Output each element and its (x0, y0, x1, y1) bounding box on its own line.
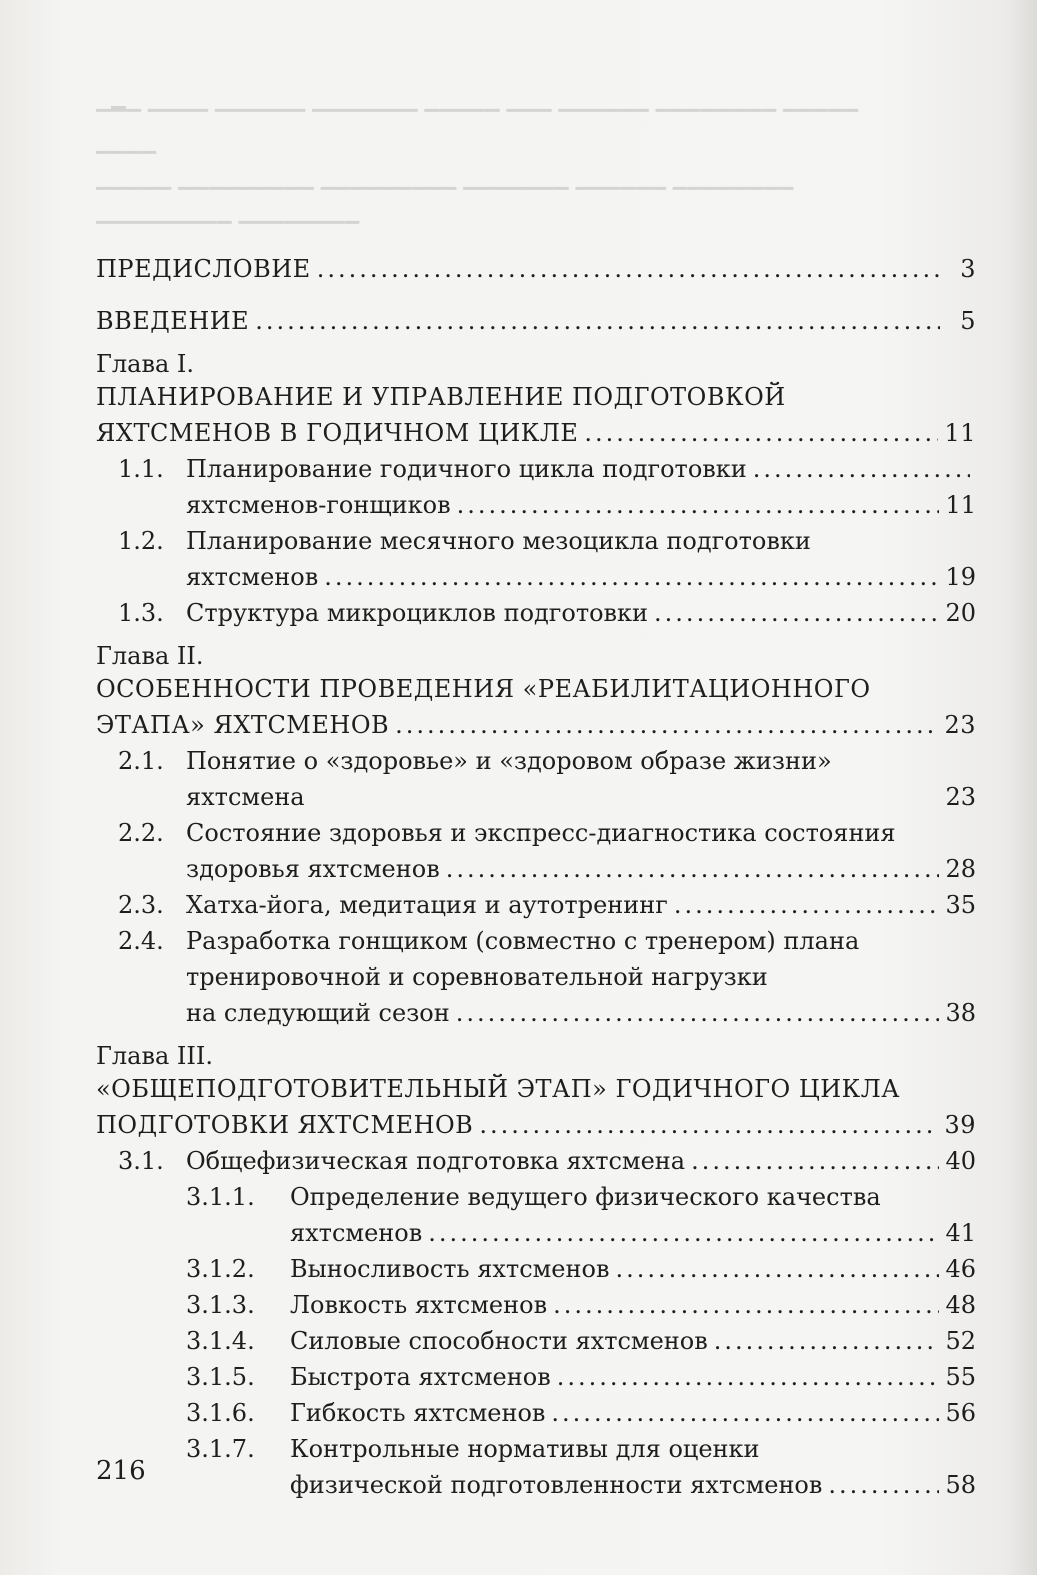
toc-entry-section[interactable]: 2.3. Хатха-йога, медитация и аутотренинг ..... 35 (96, 887, 976, 923)
toc-entry-section[interactable]: 1.2. Планирование месячного мезоцикла подготовки (96, 523, 976, 559)
toc-page-number: 5 (960, 307, 976, 335)
toc-page-number: 56 (945, 1399, 976, 1427)
toc-page-number: 58 (945, 1471, 976, 1499)
chapter-label: Глава II. (96, 642, 204, 670)
toc-entry-preface[interactable] (96, 251, 976, 287)
toc-entry-section[interactable]: 1.3. Структура микроциклов подготовки ..... 20 (96, 595, 976, 631)
dot-leader (674, 887, 940, 923)
toc-entry-subsection[interactable]: 3.1.7. Контрольные нормативы для оценки (96, 1431, 976, 1467)
dot-leader (714, 1323, 940, 1359)
subsection-number: 3.1.5. (186, 1363, 255, 1391)
page-number: 216 (96, 1456, 146, 1486)
toc-page-number: 23 (945, 783, 976, 811)
toc-page-number: 38 (945, 999, 976, 1027)
toc-entry-subsection-cont[interactable]: физической подготовленности яхтсменов ..... 58 (96, 1467, 976, 1503)
show-through-text: ▁▂▁ ▁▁▁▁ ▁▁▁▁▁▁ ▁▁▁▁▁▁▁ ▁▁▁▁▁ ▁▁▁ ▁▁▁▁▁▁ ▁▁▁▁▁▁▁▁ ▁▁▁▁▁ (96, 90, 859, 112)
subsection-number: 3.1.2. (186, 1255, 255, 1283)
toc-page-number: 46 (945, 1255, 976, 1283)
toc-page-number: 11 (944, 419, 976, 447)
toc-page-number: 19 (945, 563, 976, 591)
section-number: 2.3. (118, 891, 164, 919)
dot-leader (551, 1395, 939, 1431)
section-number: 3.1. (118, 1147, 164, 1175)
dot-leader (557, 1359, 940, 1395)
toc-page-number: 3 (960, 255, 976, 283)
toc-entry-section[interactable]: 2.4. Разработка гонщиком (совместно с тренером) плана (96, 923, 976, 959)
chapter-title-line[interactable]: «ОБЩЕПОДГОТОВИТЕЛЬНЫЙ ЭТАП» ГОДИЧНОГО ЦИКЛА (96, 1075, 900, 1103)
show-through-text: ▁▁▁▁▁▁▁▁▁ ▁▁▁▁▁▁▁▁ (96, 202, 360, 224)
toc-page-number: 35 (945, 891, 976, 919)
toc-entry-section-cont[interactable]: тренировочной и соревновательной нагрузки (186, 963, 768, 991)
subsection-number: 3.1.6. (186, 1399, 255, 1427)
toc-page-number: 28 (945, 855, 976, 883)
toc-entry-section-cont[interactable]: яхтсменов-гонщиков ..... 11 (96, 487, 976, 523)
section-number: 1.3. (118, 599, 164, 627)
table-of-contents (96, 251, 976, 1503)
subsection-number: 3.1.1. (186, 1183, 255, 1211)
dot-leader (479, 1107, 938, 1143)
section-number: 1.2. (118, 527, 164, 555)
toc-entry-chapter-1[interactable]: ЯХТСМЕНОВ В ГОДИЧНОМ ЦИКЛЕ ..... 11 (96, 415, 976, 451)
toc-entry-subsection-cont[interactable]: яхтсменов ..... 41 (96, 1215, 976, 1251)
toc-entry-subsection[interactable]: 3.1.3. Ловкость яхтсменов ..... 48 (96, 1287, 976, 1323)
chapter-title-line[interactable]: ПЛАНИРОВАНИЕ И УПРАВЛЕНИЕ ПОДГОТОВКОЙ (96, 383, 786, 411)
toc-title: ВВЕДЕНИЕ (96, 307, 250, 335)
dot-leader (395, 707, 938, 743)
toc-entry-section[interactable]: 1.1. Планирование годичного цикла подготовки ..... (96, 451, 976, 487)
toc-title: ПРЕДИСЛОВИЕ (96, 255, 311, 283)
show-through-text: ▁▁▁▁ (96, 132, 157, 154)
dot-leader (428, 1215, 939, 1251)
subsection-number: 3.1.3. (186, 1291, 255, 1319)
dot-leader (446, 851, 940, 887)
subsection-number: 3.1.4. (186, 1327, 255, 1355)
toc-page-number: 20 (945, 599, 976, 627)
show-through-text: ▁▁▁▁▁ ▁▁▁▁▁▁▁▁▁ ▁▁▁▁▁▁▁▁▁ ▁▁▁▁▁▁▁ ▁▁▁▁▁▁ ▁▁▁▁▁▁▁▁ (96, 168, 794, 190)
chapter-label: Глава III. (96, 1042, 213, 1070)
section-number: 1.1. (118, 455, 164, 483)
toc-page-number: 39 (944, 1111, 976, 1139)
toc-page-number: 55 (945, 1363, 976, 1391)
toc-page-number: 52 (945, 1327, 976, 1355)
toc-entry-section-cont[interactable]: яхтсменов ..... 19 (96, 559, 976, 595)
dot-leader (457, 487, 940, 523)
dot-leader (753, 451, 970, 487)
section-number: 2.2. (118, 819, 164, 847)
dot-leader (255, 303, 940, 339)
dot-leader (317, 251, 940, 287)
toc-entry-subsection[interactable]: 3.1.2. Выносливость яхтсменов ..... 46 (96, 1251, 976, 1287)
toc-entry-section[interactable]: 3.1. Общефизическая подготовка яхтсмена ..... 40 (96, 1143, 976, 1179)
toc-entry-introduction[interactable] (96, 303, 976, 339)
toc-entry-section[interactable]: 2.1. Понятие о «здоровье» и «здоровом образе жизни» (96, 743, 976, 779)
chapter-title-line[interactable]: ОСОБЕННОСТИ ПРОВЕДЕНИЯ «РЕАБИЛИТАЦИОННОГО (96, 675, 871, 703)
toc-entry-subsection[interactable]: 3.1.5. Быстрота яхтсменов ..... 55 (96, 1359, 976, 1395)
toc-entry-chapter-2[interactable]: ЭТАПА» ЯХТСМЕНОВ ..... 23 (96, 707, 976, 743)
dot-leader (828, 1467, 939, 1503)
section-number: 2.4. (118, 927, 164, 955)
subsection-number: 3.1.7. (186, 1435, 255, 1463)
dot-leader (615, 1251, 939, 1287)
toc-entry-subsection[interactable]: 3.1.4. Силовые способности яхтсменов ..... 52 (96, 1323, 976, 1359)
toc-page-number: 11 (945, 491, 976, 519)
toc-entry-section-cont[interactable]: яхтсмена 23 (96, 779, 976, 815)
toc-entry-subsection[interactable]: 3.1.6. Гибкость яхтсменов ..... 56 (96, 1395, 976, 1431)
dot-leader (654, 595, 939, 631)
toc-entry-chapter-3[interactable]: ПОДГОТОВКИ ЯХТСМЕНОВ ..... 39 (96, 1107, 976, 1143)
dot-leader (456, 995, 940, 1031)
dot-leader (553, 1287, 939, 1323)
toc-page-number: 40 (945, 1147, 976, 1175)
chapter-label: Глава I. (96, 350, 195, 378)
toc-page-number: 48 (945, 1291, 976, 1319)
section-number: 2.1. (118, 747, 164, 775)
toc-page-number: 23 (944, 711, 976, 739)
dot-leader (324, 559, 939, 595)
toc-entry-section-cont[interactable]: здоровья яхтсменов ..... 28 (96, 851, 976, 887)
toc-entry-section-cont[interactable]: на следующий сезон ..... 38 (96, 995, 976, 1031)
toc-entry-section[interactable]: 2.2. Состояние здоровья и экспресс-диагностика состояния (96, 815, 976, 851)
dot-leader (584, 415, 938, 451)
toc-entry-subsection[interactable]: 3.1.1. Определение ведущего физического качества (96, 1179, 976, 1215)
dot-leader (691, 1143, 939, 1179)
toc-page-number: 41 (945, 1219, 976, 1247)
